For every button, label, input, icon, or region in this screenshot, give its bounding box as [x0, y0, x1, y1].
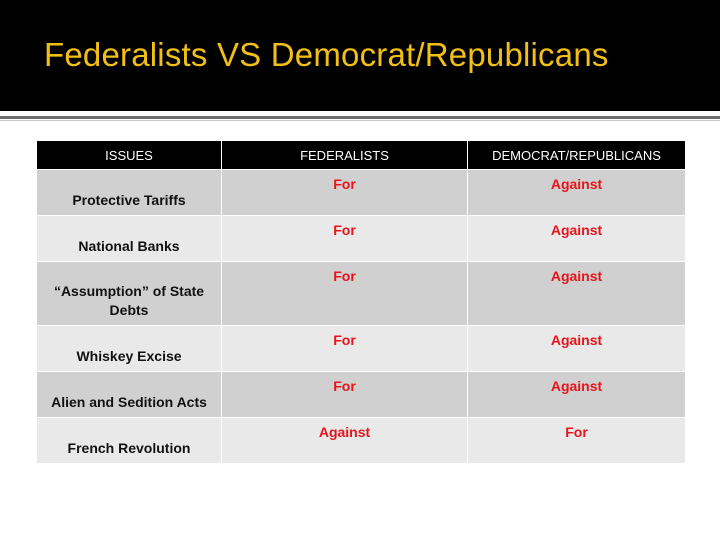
- header-federalists: FEDERALISTS: [222, 141, 468, 170]
- table-row: [37, 418, 686, 464]
- table-row: [37, 326, 686, 372]
- federalists-stance: For: [222, 326, 468, 372]
- democrat-republicans-stance: Against: [468, 262, 686, 326]
- federalists-stance: For: [222, 262, 468, 326]
- democrat-republicans-stance: For: [468, 418, 686, 464]
- issue-cell: French Revolution: [37, 418, 222, 464]
- democrat-republicans-stance: Against: [468, 170, 686, 216]
- federalists-stance: For: [222, 216, 468, 262]
- issue-cell: Whiskey Excise: [37, 326, 222, 372]
- divider-rule: [0, 116, 720, 119]
- divider-rule-light: [0, 120, 720, 121]
- table-header-row: [37, 141, 686, 170]
- federalists-stance: Against: [222, 418, 468, 464]
- slide-title: Federalists VS Democrat/Republicans: [44, 36, 609, 73]
- title-band: [0, 0, 720, 111]
- federalists-stance: For: [222, 170, 468, 216]
- democrat-republicans-stance: Against: [468, 372, 686, 418]
- table-row: [37, 170, 686, 216]
- issue-cell: Protective Tariffs: [37, 170, 222, 216]
- democrat-republicans-stance: Against: [468, 326, 686, 372]
- issue-cell: “Assumption” of State Debts: [37, 262, 222, 326]
- issues-table: [36, 140, 686, 464]
- issue-cell: Alien and Sedition Acts: [37, 372, 222, 418]
- header-democrat-republicans: DEMOCRAT/REPUBLICANS: [468, 141, 686, 170]
- democrat-republicans-stance: Against: [468, 216, 686, 262]
- header-issues: ISSUES: [37, 141, 222, 170]
- issue-cell: National Banks: [37, 216, 222, 262]
- federalists-stance: For: [222, 372, 468, 418]
- table-row: [37, 216, 686, 262]
- table-row: [37, 262, 686, 326]
- table-row: [37, 372, 686, 418]
